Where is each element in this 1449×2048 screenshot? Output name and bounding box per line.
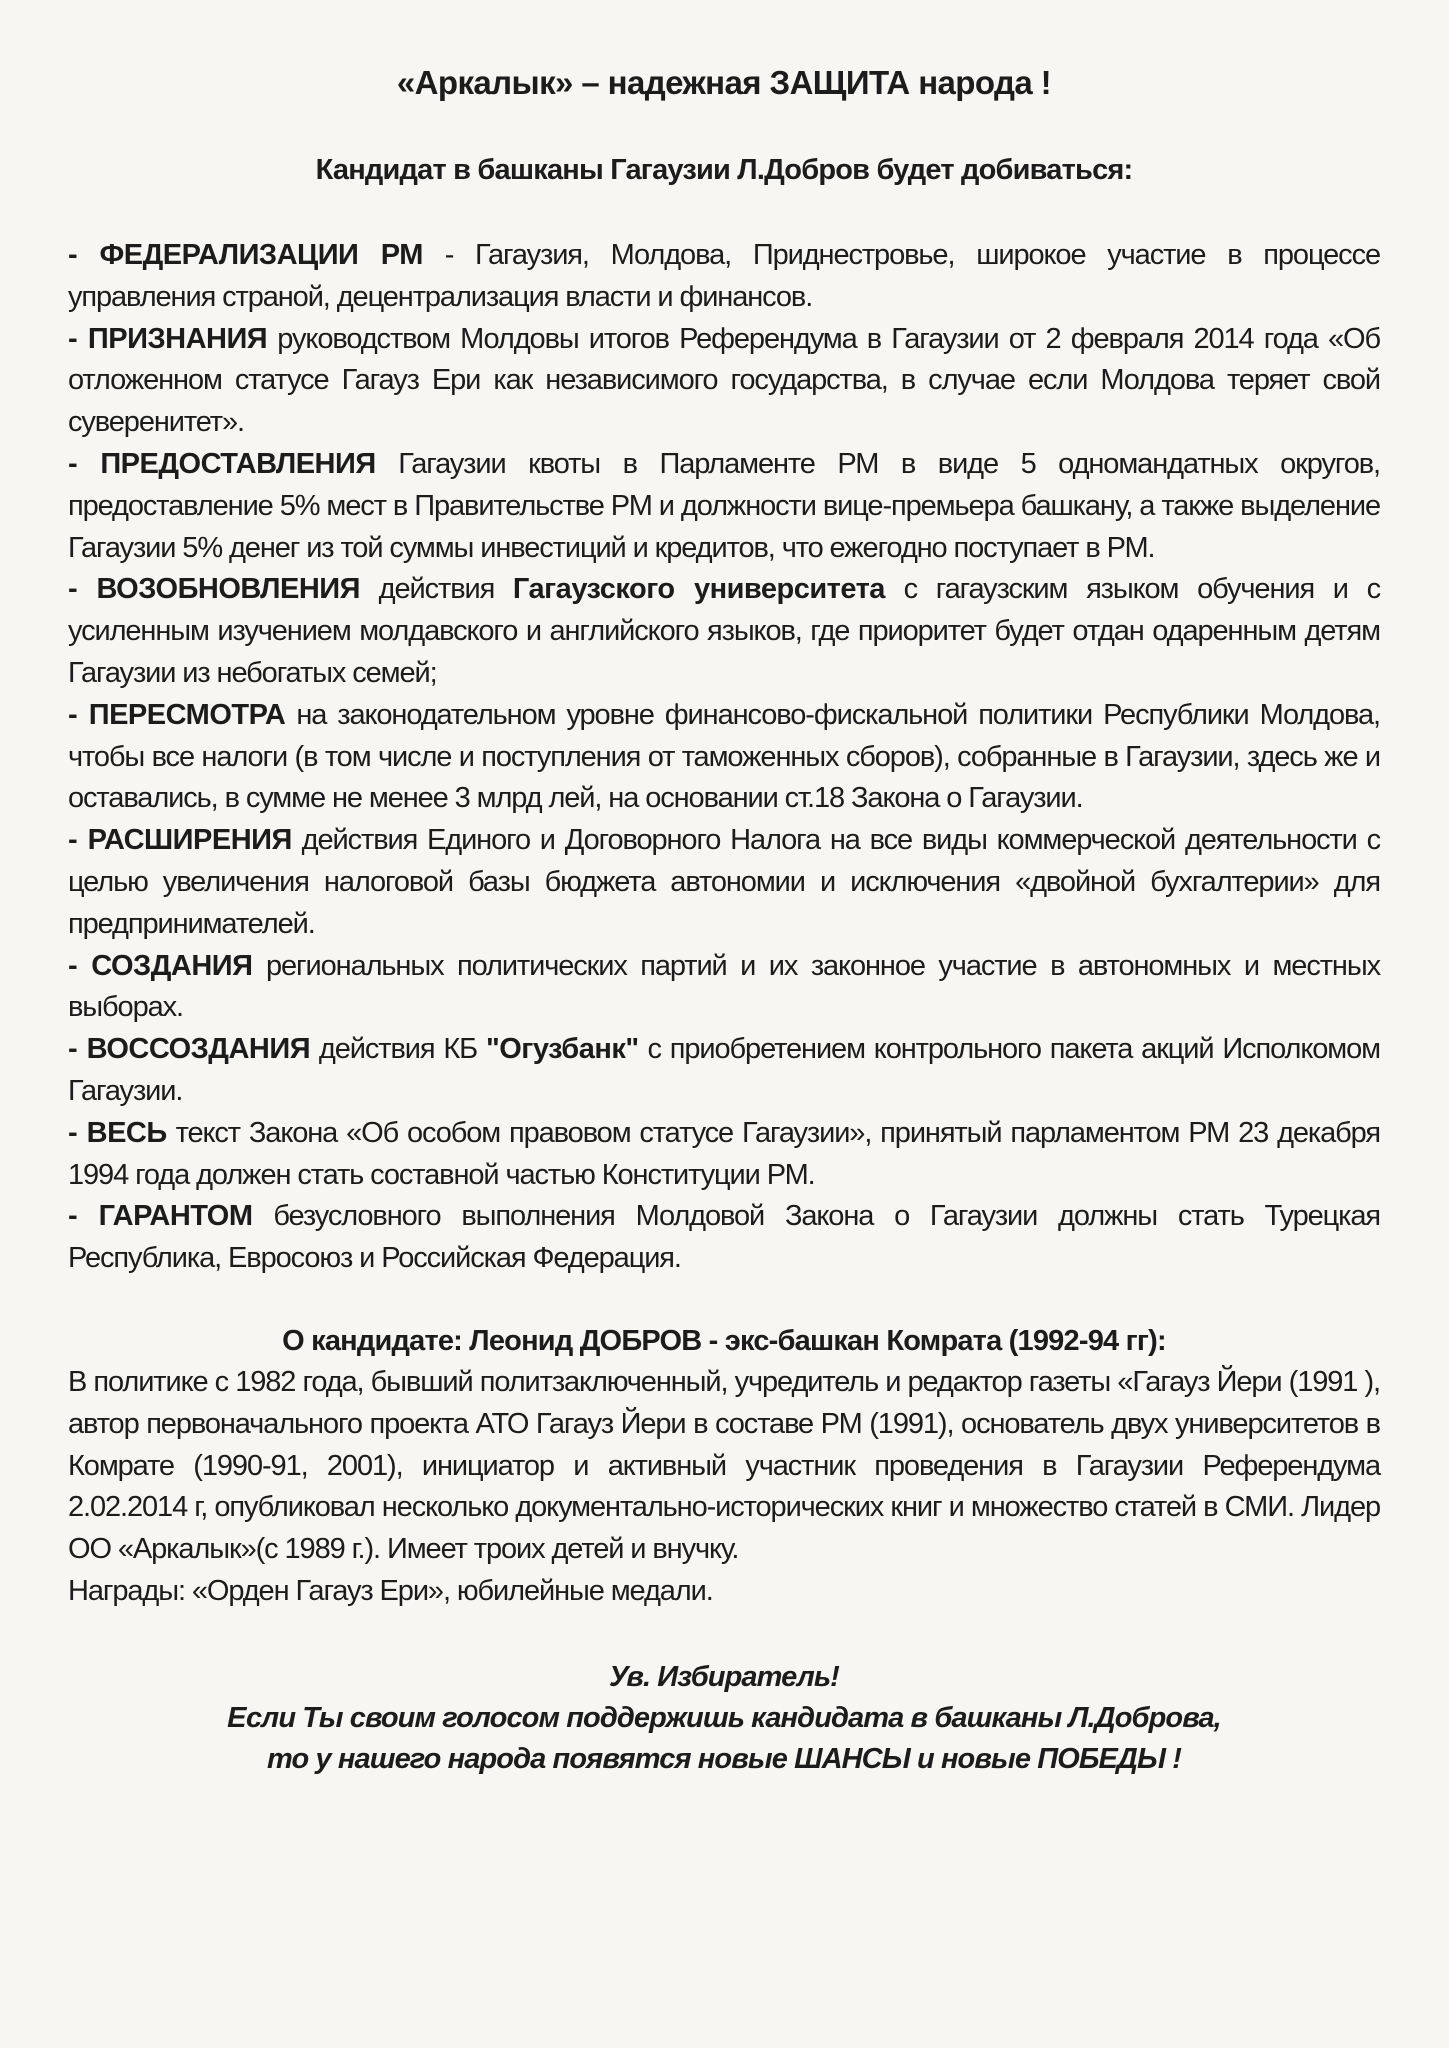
demand-lead: - ФЕДЕРАЛИЗАЦИИ РМ: [68, 239, 423, 271]
demand-text: региональных политических партий и их законное участие в автономных и местных выборах.: [68, 949, 1380, 1024]
appeal-line: то у нашего народа появятся новые ШАНСЫ и новые ПОБЕДЫ !: [266, 1742, 1181, 1775]
demand-text: безусловного выполнения Молдовой Закона о Гагаузии должны стать Турецкая Республика, Евросоюз и Российская Федерация.: [68, 1200, 1380, 1275]
demand-text: действия: [359, 573, 513, 606]
demand-lead: - ГАРАНТОМ: [68, 1200, 253, 1233]
appeal-line: Ув. Избиратель!: [609, 1660, 839, 1693]
demand-text: Гагаузии квоты в Парламенте РМ в виде 5 одномандатных округов, предоставление 5% мест в Правительстве РМ и должности вице-премьера башкану, а также выделение Гагаузии 5% денег из той суммы инвестиций и кредитов, что ежегодно поступает в РМ.: [68, 447, 1380, 564]
demand-item: [68, 444, 1380, 569]
demand-lead: - ПРЕДОСТАВЛЕНИЯ: [68, 447, 376, 480]
demands-list: [68, 235, 1380, 1280]
demand-text: действия Единого и Договорного Налога на все виды коммерческой деятельности с целью увеличения налоговой базы бюджета автономии и исключения «двойной бухгалтерии» для предпринимателей.: [68, 824, 1380, 940]
voter-appeal: [68, 1657, 1380, 1780]
demand-lead: - ПЕРЕСМОТРА: [68, 698, 286, 731]
demand-item: [68, 820, 1380, 945]
candidate-bio: В политике с 1982 года, бывший политзаключенный, учредитель и редактор газеты «Гагауз Йери (1991 ), автор первоначального проекта АТО Гагауз Йери в составе РМ (1991), основатель двух университетов в Комрате (1990-91, 2001), инициатор и активный участник проведения в Гагаузии Референдума 2.02.2014 г, опубликовал несколько документально-исторических книг и множество статей в СМИ. Лидер ОО «Аркалык»(с 1989 г.). Имеет троих детей и внучку.: [68, 1365, 1380, 1566]
demand-lead: - ВЕСЬ: [68, 1116, 167, 1149]
demand-text: на законодательном уровне финансово-фискальной политики Республики Молдова, чтобы все налоги (в том числе и поступления от таможенных сборов), собранные в Гагаузии, здесь же и оставались, в сумме не менее 3 млрд лей, на основании ст.18 Закона о Гагаузии.: [68, 698, 1380, 815]
demand-lead: - ВОССОЗДАНИЯ: [68, 1033, 311, 1066]
demand-lead: - ПРИЗНАНИЯ: [68, 322, 268, 355]
flyer-subtitle: Кандидат в башканы Гагаузии Л.Добров будет добиваться:: [315, 154, 1133, 186]
demand-text: - Гагаузия, Молдова, Приднестровье, широкое участие в процессе управления страной, децентрализация власти и финансов.: [68, 239, 1380, 313]
demand-item: [68, 1196, 1380, 1280]
demand-lead: - РАСШИРЕНИЯ: [68, 824, 292, 857]
demand-lead: - ВОЗОБНОВЛЕНИЯ: [68, 573, 360, 606]
appeal-line: Если Ты своим голосом поддержишь кандидата в башканы Л.Доброва,: [227, 1701, 1221, 1734]
about-heading: О кандидате: Леонид ДОБРОВ - экс-башкан Комрата (1992-94 гг):: [282, 1324, 1166, 1357]
demand-item: [68, 235, 1380, 319]
demand-item: [68, 1029, 1380, 1113]
candidate-awards: Награды: «Орден Гагауз Ери», юбилейные медали.: [68, 1574, 713, 1607]
demand-item: [68, 946, 1380, 1030]
flyer-title: «Аркалык» – надежная ЗАЩИТА народа !: [396, 64, 1052, 101]
demand-text: с гагаузским языком обучения и с усиленным изучением молдавского и английского языков, где приоритет будет отдан одаренным детям Гагаузии из небогатых семей;: [68, 573, 1380, 689]
demand-item: [68, 1113, 1380, 1197]
demand-text: действия КБ: [310, 1033, 486, 1066]
demand-emphasis: "Огузбанк": [485, 1033, 639, 1066]
demand-text: текст Закона «Об особом правовом статусе Гагаузии», принятый парламентом РМ 23 декабря 1994 года должен стать составной частью Конституции РМ.: [68, 1116, 1380, 1191]
demand-text: руководством Молдовы итогов Референдума в Гагаузии от 2 февраля 2014 года «Об отложенном статусе Гагауз Ери как независимого государства, в случае если Молдова теряет свой суверенитет».: [68, 322, 1380, 439]
demand-text: с приобретением контрольного пакета акций Исполкомом Гагаузии.: [68, 1033, 1380, 1107]
demand-lead: - СОЗДАНИЯ: [68, 949, 253, 982]
demand-item: [68, 569, 1380, 694]
flyer: [68, 58, 1380, 1780]
demand-item: [68, 695, 1380, 820]
demand-item: [68, 319, 1380, 444]
demand-emphasis: Гагаузского университета: [512, 573, 885, 606]
